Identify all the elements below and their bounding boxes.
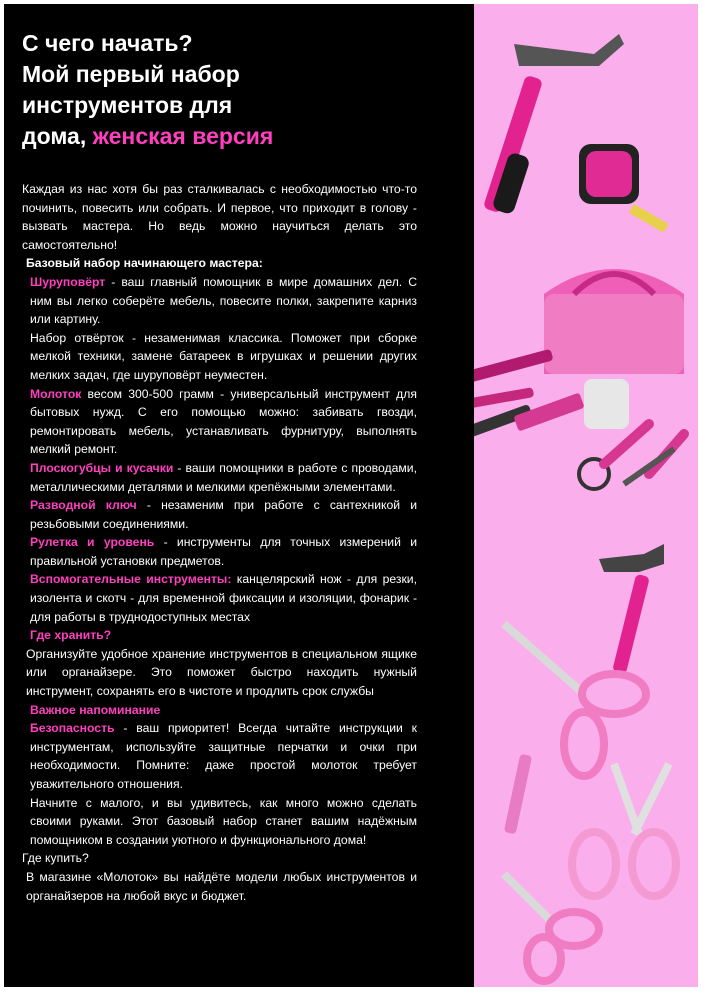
tools-illustration	[474, 4, 698, 987]
title-line-1: С чего начать?	[22, 30, 193, 56]
title-line-4-prefix: дома,	[22, 123, 87, 149]
intro-paragraph: Каждая из нас хотя бы раз сталкивалась с необходимостью что-то починить, повесить или собрать. И первое, что приходит в голову - вызвать мастера. Но ведь можно научиться делать это самостоятельно!	[22, 182, 417, 252]
title-line-4	[22, 121, 462, 152]
item-term: Рулетка и уровень	[30, 535, 155, 550]
item-screwdriver	[22, 273, 417, 329]
title-line-2: Мой первый набор	[22, 61, 240, 87]
page-title	[22, 28, 462, 152]
safety-text: - ваш приоритет! Всегда читайте инструкции к инструментам, используйте защитные перчатки и очки при необходимости. Помните: даже простой молоток требует уважительного отношения.	[30, 721, 417, 791]
item-term: Шуруповёрт	[30, 274, 106, 289]
item-hammer	[22, 385, 417, 459]
item-screwdriver-set	[22, 329, 417, 385]
item-text: - инструменты для точных измерений и правильной установки предметов.	[30, 535, 417, 568]
title-highlight: женская версия	[92, 123, 274, 149]
tool-bag-image	[544, 269, 684, 374]
cutter-knife-image	[504, 754, 532, 835]
safety-term: Безопасность	[30, 721, 115, 736]
kit-heading: Базовый набор начинающего мастера:	[26, 256, 263, 271]
storage-heading: Где хранить?	[30, 628, 112, 643]
item-auxiliary	[22, 570, 417, 626]
safety-paragraph	[22, 719, 417, 793]
item-text: весом 300-500 грамм - универсальный инструмент для бытовых нужд. С его помощью можно: забивать гвозди, ремонтировать мебель, устанавливать фурнитуру, выполнять мелкий ремонт.	[30, 386, 417, 457]
reminder-heading: Важное напоминание	[30, 702, 161, 717]
item-text: - незаменим при работе с сантехникой и резьбовыми соединениями.	[30, 498, 418, 531]
article-body	[22, 180, 417, 905]
item-text: канцелярский нож - для резки, изолента и скотч - для временной фиксации и изоляции, фонарик - для работы в труднодоступных местах	[30, 572, 417, 624]
image-column	[474, 4, 698, 987]
scissors-image-2	[572, 764, 676, 896]
buy-paragraph: В магазине «Молоток» вы найдёте модели любых инструментов и органайзеров на любой вкус и бюджет.	[26, 869, 417, 903]
buy-heading: Где купить?	[22, 851, 89, 866]
item-text: - ваш главный помощник в мире домашних дел. С ним вы легко соберёте мебель, повесите полки, закрепите карниз или картину.	[30, 274, 417, 327]
item-pliers	[22, 459, 417, 496]
item-tape-level	[22, 533, 417, 570]
item-term: Вспомогательные инструменты:	[30, 572, 232, 587]
tape-measure-image	[579, 144, 669, 233]
item-text: - ваши помощники в работе с проводами, металлическими деталями и мелкими крепёжными элементами.	[30, 460, 417, 494]
storage-paragraph: Организуйте удобное хранение инструментов в специальном ящике или органайзере. Это поможет быстро находить нужный инструмент, сохранять его в чистоте и продлить срок службы	[26, 646, 417, 699]
title-line-3: инструментов для	[22, 92, 233, 118]
item-term: Молоток	[30, 386, 82, 401]
item-term: Плоскогубцы и кусачки	[30, 460, 174, 475]
closing-paragraph: Начните с малого, и вы удивитесь, как много можно сделать своими руками. Этот базовый набор станет вашим надёжным помощником в создании уютного и функционального дома!	[30, 795, 417, 847]
hammer-image-2	[599, 544, 664, 674]
item-text: Набор отвёрток - незаменимая классика. Поможет при сборке мелкой техники, замене батареек в игрушках и решении других мелких задач, где шуруповёрт неуместен.	[30, 330, 417, 382]
item-wrench	[22, 496, 417, 533]
item-term: Разводной ключ	[30, 498, 137, 513]
